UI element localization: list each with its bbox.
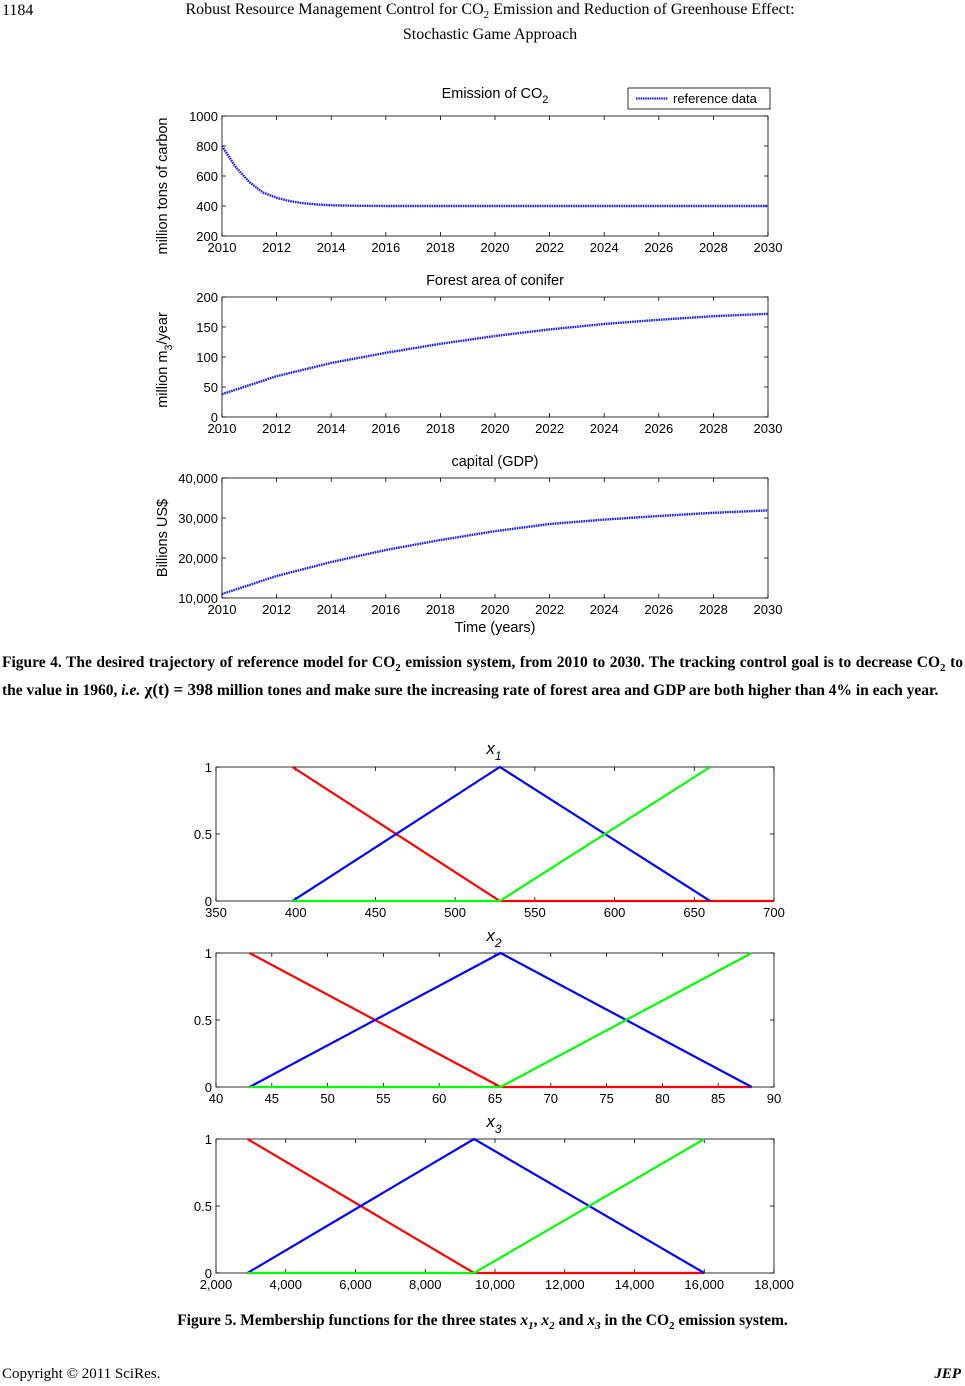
page-number: 1184 (2, 2, 34, 19)
x-tick-label: 80 (655, 1091, 670, 1106)
plot-frame (216, 767, 774, 901)
running-title-line1: Robust Resource Management Control for $CO_2$ Emission and Reduction of Greenhouse Effect: (185, 1, 795, 22)
footer-journal: JEP (934, 1366, 961, 1382)
y-tick-label: 0 (204, 1266, 212, 1281)
y-axis-label: million $m_3$/year (155, 312, 175, 408)
x-tick-label: 2022 (535, 240, 565, 255)
x-tick-label: 14,000 (614, 1277, 655, 1292)
y-tick-label: 100 (196, 350, 218, 365)
chart-2 (155, 273, 782, 436)
x-tick-label: 2028 (698, 421, 728, 436)
legend-label: reference data (673, 91, 757, 106)
x-tick-label: 2012 (262, 421, 292, 436)
x-tick-label: 2028 (698, 602, 728, 617)
figure4-caption: Figure 4. The desired trajectory of reference model for $CO_2$ emission system, from 2010 to 2030. The tracking control goal is to decrease $CO_2$ to the value in 1960, i.e. χ(t) = 398 million tones and make sure the increasing rate of forest area and GDP are both higher than 4% in each year. (2, 654, 963, 700)
chart-6 (194, 1112, 794, 1292)
plot-frame (222, 478, 768, 598)
x-tick-label: 2014 (316, 421, 346, 436)
x-tick-label: 2018 (425, 240, 455, 255)
x-tick-label: 55 (376, 1091, 391, 1106)
x-tick-label: 8,000 (408, 1277, 442, 1292)
y-tick-label: 0 (210, 410, 218, 425)
y-tick-label: 200 (196, 290, 218, 305)
x-tick-label: 2018 (425, 602, 455, 617)
x-tick-label: 2010 (207, 421, 237, 436)
x-tick-label: 450 (364, 905, 387, 920)
x-tick-label: 50 (320, 1091, 335, 1106)
x-tick-label: 2014 (316, 602, 346, 617)
x-tick-label: 90 (766, 1091, 782, 1106)
x-tick-label: 550 (524, 905, 546, 920)
x-tick-label: 2022 (535, 421, 565, 436)
x-tick-label: 6,000 (339, 1277, 372, 1292)
chart-1 (155, 86, 782, 255)
plot-frame (216, 1139, 774, 1273)
chart-title: Forest area of conifer (426, 273, 564, 289)
y-tick-label: 0 (204, 894, 212, 909)
x-tick-label: 2028 (698, 240, 728, 255)
y-tick-label: 0.5 (193, 1199, 212, 1214)
x-tick-label: 2024 (589, 602, 619, 617)
chart-title: $x_3$ (486, 1112, 502, 1136)
x-tick-label: 45 (264, 1091, 280, 1106)
x-tick-label: 400 (284, 905, 307, 920)
x-tick-label: 75 (599, 1091, 614, 1106)
x-tick-label: 2026 (644, 421, 674, 436)
x-tick-label: 2012 (262, 240, 292, 255)
chart-title: $x_2$ (486, 926, 502, 950)
x-tick-label: 2010 (207, 602, 237, 617)
x-tick-label: 2030 (753, 421, 783, 436)
x-axis-label: Time (years) (454, 620, 536, 636)
x-tick-label: 2010 (207, 240, 237, 255)
y-tick-label: 400 (196, 199, 218, 214)
chart-title: Emission of $CO_2$ (441, 86, 549, 106)
chart-title: capital (GDP) (451, 454, 539, 470)
y-tick-label: 30,000 (178, 511, 218, 526)
footer-copyright: Copyright © 2011 SciRes. (2, 1366, 161, 1382)
chart-5 (194, 926, 781, 1106)
y-tick-label: 50 (203, 380, 218, 395)
x-tick-label: 600 (603, 905, 626, 920)
x-tick-label: 12,000 (544, 1277, 585, 1292)
x-tick-label: 650 (683, 905, 706, 920)
x-tick-label: 2018 (425, 421, 455, 436)
y-tick-label: 200 (196, 229, 218, 244)
plot-frame (216, 953, 774, 1087)
x-tick-label: 2016 (371, 421, 401, 436)
x-tick-label: 2016 (371, 240, 401, 255)
x-tick-label: 2030 (753, 602, 783, 617)
x-tick-label: 2,000 (199, 1277, 233, 1292)
x-tick-label: 2026 (644, 240, 674, 255)
figure5-caption: Figure 5. Membership functions for the three states $x_1$, $x_2$ and $x_3$ in the $CO_2$ emission system. (177, 1312, 788, 1333)
x-tick-label: 85 (710, 1091, 726, 1106)
x-tick-label: 16,000 (684, 1277, 725, 1292)
x-tick-label: 2020 (480, 421, 510, 436)
y-tick-label: 800 (196, 139, 218, 154)
chart-4 (194, 739, 785, 920)
x-tick-label: 500 (444, 905, 466, 920)
plot-frame (222, 116, 768, 236)
y-tick-label: 0 (204, 1080, 212, 1095)
x-tick-label: 18,000 (754, 1277, 794, 1292)
x-tick-label: 2022 (535, 602, 565, 617)
chart-title: $x_1$ (486, 739, 502, 763)
y-tick-label: 0.5 (193, 1013, 212, 1028)
x-tick-label: 2016 (371, 602, 401, 617)
y-axis-label: Billions US$ (155, 498, 171, 578)
x-tick-label: 2030 (753, 240, 783, 255)
x-tick-label: 2026 (644, 602, 674, 617)
y-tick-label: 40,000 (178, 471, 218, 486)
y-tick-label: 0.5 (193, 827, 212, 842)
x-tick-label: 2014 (316, 240, 346, 255)
x-tick-label: 40 (208, 1091, 224, 1106)
x-tick-label: 70 (543, 1091, 559, 1106)
y-tick-label: 1 (204, 946, 212, 961)
y-tick-label: 10,000 (178, 591, 218, 606)
y-tick-label: 1 (204, 760, 212, 775)
x-tick-label: 2020 (480, 240, 510, 255)
y-tick-label: 600 (196, 169, 218, 184)
y-tick-label: 20,000 (178, 551, 218, 566)
x-tick-label: 60 (431, 1091, 447, 1106)
x-tick-label: 700 (763, 905, 785, 920)
x-tick-label: 2024 (589, 421, 619, 436)
y-axis-label: million tons of carbon (155, 117, 171, 255)
x-tick-label: 4,000 (269, 1277, 303, 1292)
running-title-line2: Stochastic Game Approach (402, 26, 578, 44)
x-tick-label: 10,000 (475, 1277, 515, 1292)
x-tick-label: 350 (205, 905, 227, 920)
plot-frame (222, 297, 768, 417)
x-tick-label: 2024 (589, 240, 619, 255)
x-tick-label: 2020 (480, 602, 510, 617)
y-tick-label: 1 (204, 1132, 212, 1147)
y-tick-label: 150 (196, 320, 218, 335)
chart-3 (155, 454, 782, 636)
y-tick-label: 1000 (189, 109, 218, 124)
x-tick-label: 65 (487, 1091, 503, 1106)
x-tick-label: 2012 (262, 602, 292, 617)
